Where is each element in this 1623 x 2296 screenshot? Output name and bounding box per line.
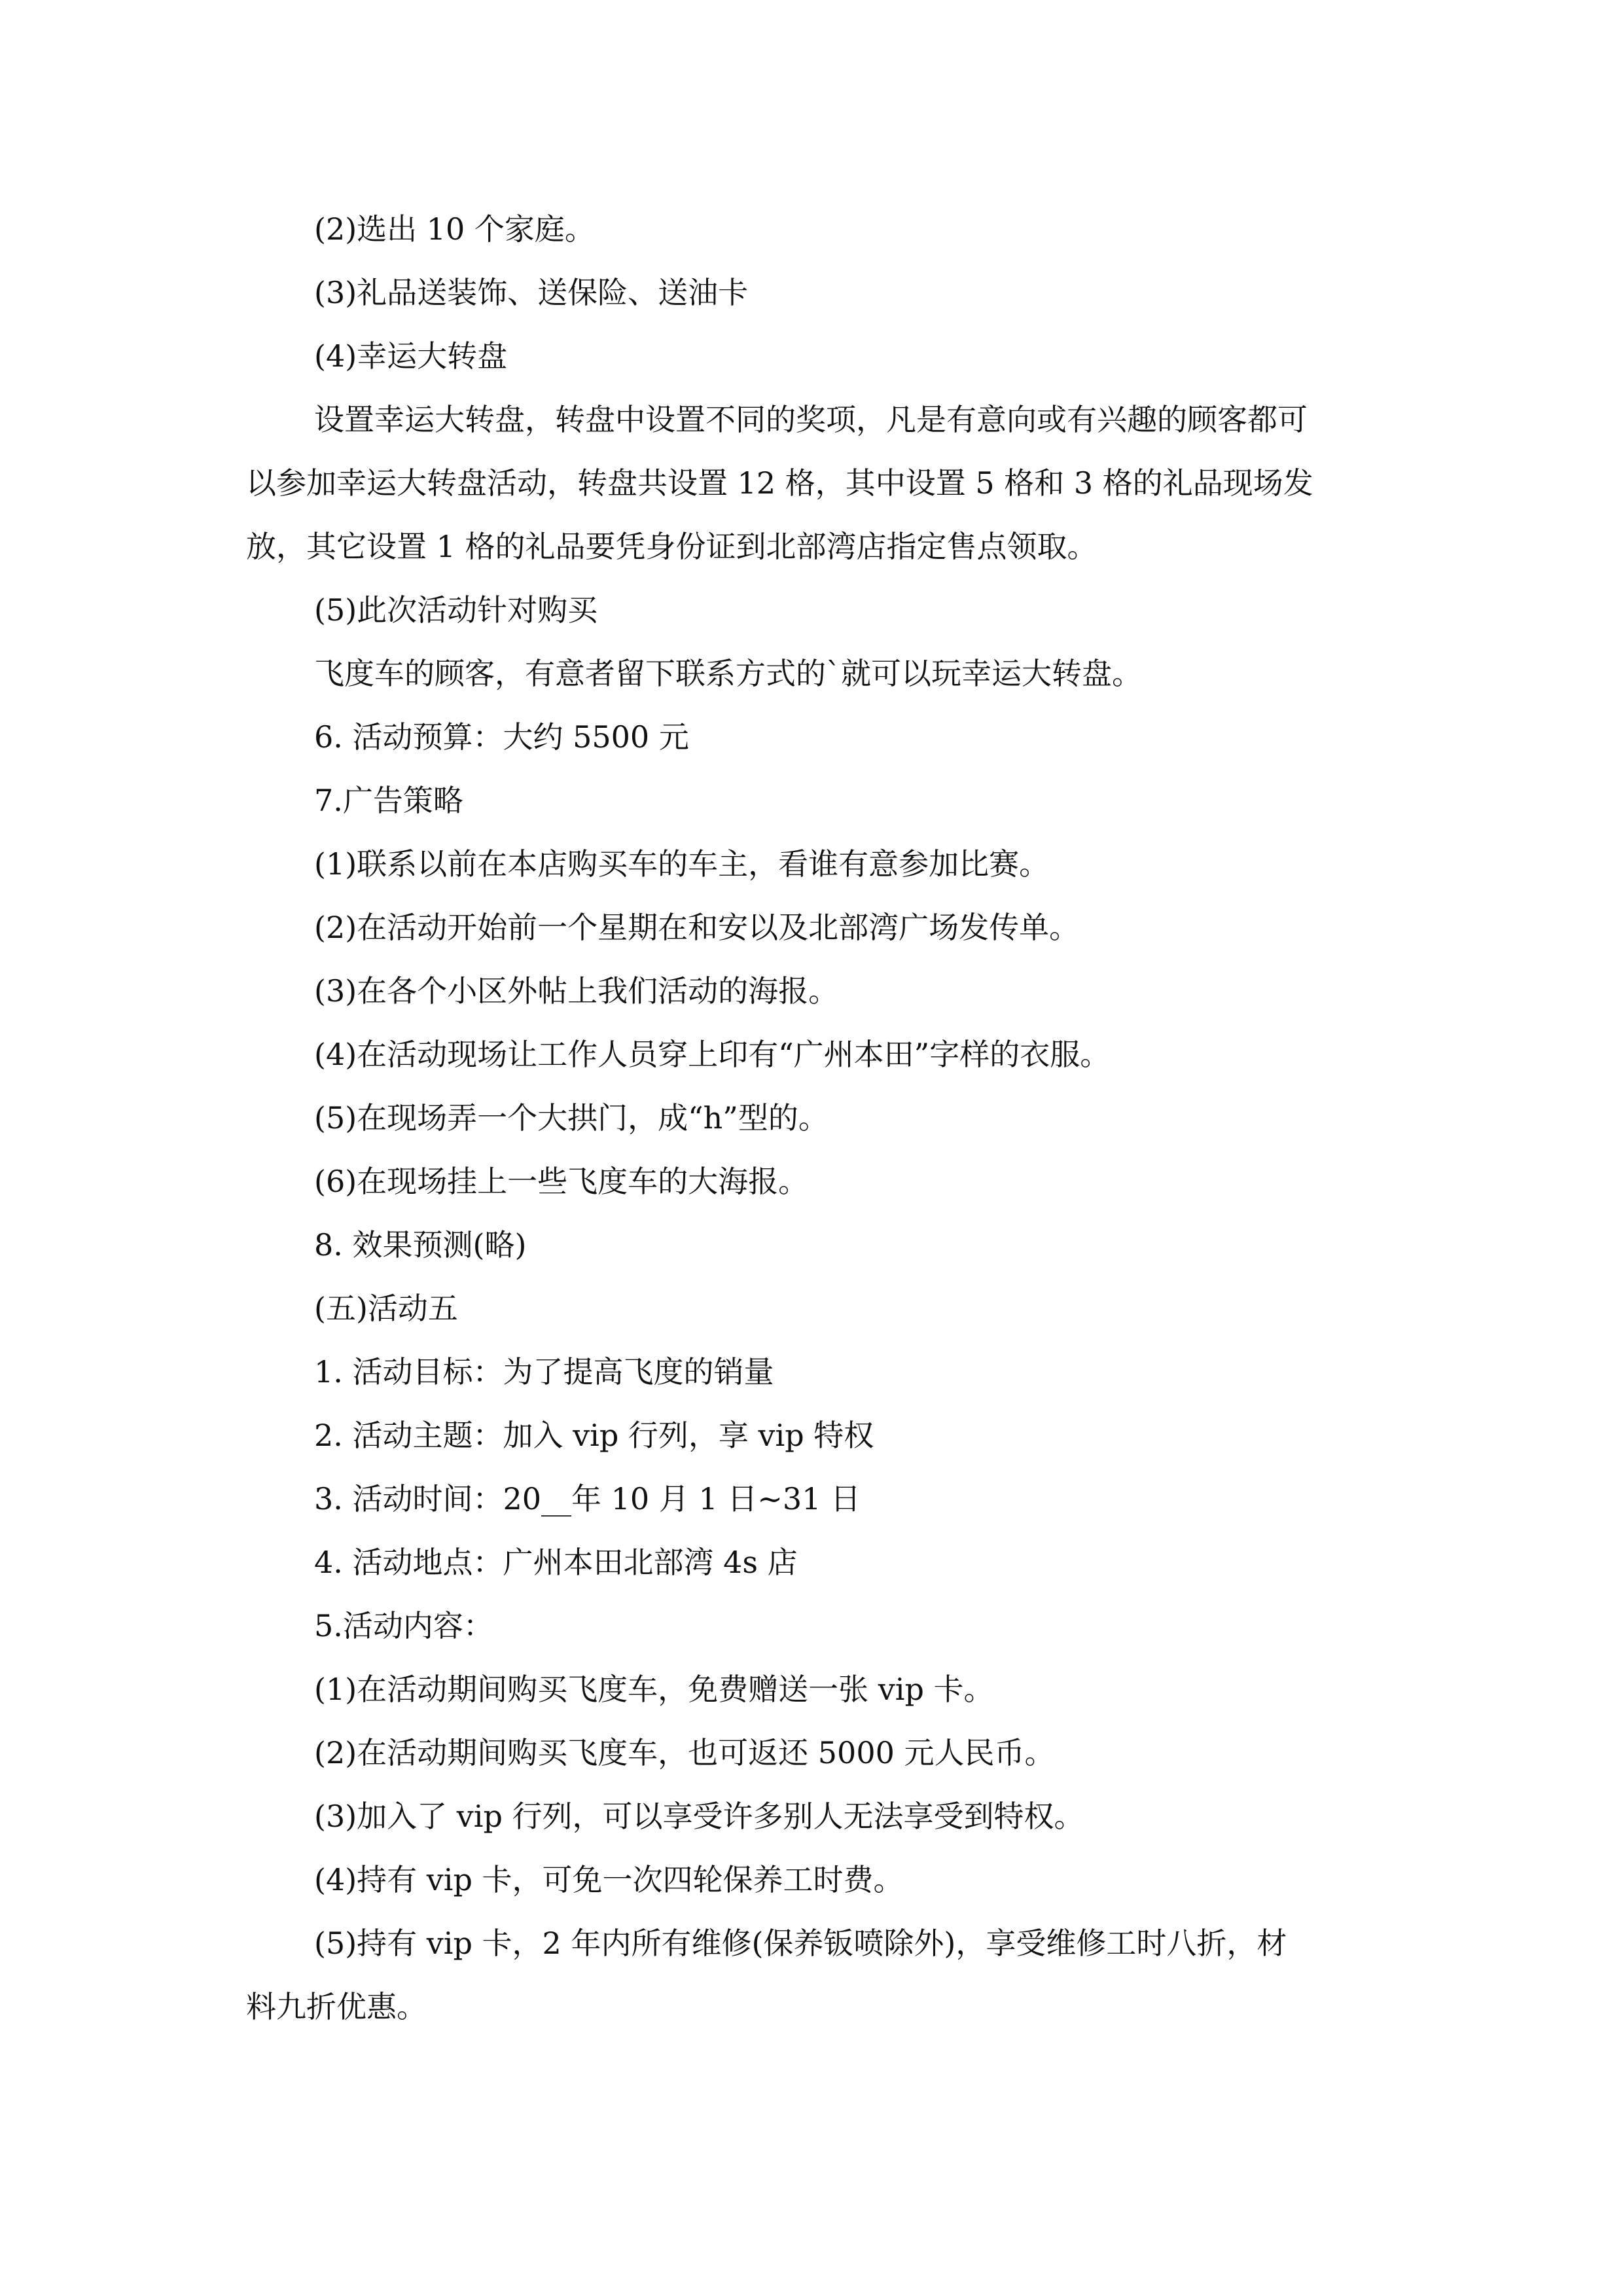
text-line: (4)幸运大转盘 <box>314 338 508 374</box>
paragraph-line: 放，其它设置 1 格的礼品要凭身份证到北部湾店指定售点领取。 <box>246 529 1097 564</box>
text-line: (6)在现场挂上一些飞度车的大海报。 <box>314 1164 809 1199</box>
text-line: 飞度车的顾客，有意者留下联系方式的`就可以玩幸运大转盘。 <box>314 656 1142 691</box>
text-line: (2)选出 10 个家庭。 <box>314 211 595 247</box>
paragraph-line: 设置幸运大转盘，转盘中设置不同的奖项，凡是有意向或有兴趣的顾客都可 <box>314 402 1308 437</box>
text-line: (3)加入了 vip 行列，可以享受许多别人无法享受到特权。 <box>314 1799 1084 1834</box>
section-heading: 5.活动内容： <box>314 1608 493 1643</box>
text-line: (2)在活动开始前一个星期在和安以及北部湾广场发传单。 <box>314 910 1080 945</box>
text-line: (1)在活动期间购买飞度车，免费赠送一张 vip 卡。 <box>314 1672 994 1707</box>
text-line: (5)此次活动针对购买 <box>314 592 598 628</box>
text-line: (2)在活动期间购买飞度车，也可返还 5000 元人民币。 <box>314 1735 1055 1770</box>
text-line: 1. 活动目标：为了提高飞度的销量 <box>314 1354 774 1390</box>
section-heading: 7.广告策略 <box>314 783 463 818</box>
text-line: (3)在各个小区外帖上我们活动的海报。 <box>314 973 839 1009</box>
text-line: (5)在现场弄一个大拱门，成“h”型的。 <box>314 1100 829 1136</box>
text-line: (4)持有 vip 卡，可免一次四轮保养工时费。 <box>314 1862 904 1897</box>
text-line: 3. 活动时间：20__年 10 月 1 日~31 日 <box>314 1481 861 1516</box>
text-line: 2. 活动主题：加入 vip 行列，享 vip 特权 <box>314 1418 874 1453</box>
text-line: (3)礼品送装饰、送保险、送油卡 <box>314 275 749 310</box>
text-line: (1)联系以前在本店购买车的车主，看谁有意参加比赛。 <box>314 846 1050 882</box>
text-line: (4)在活动现场让工作人员穿上印有“广州本田”字样的衣服。 <box>314 1037 1111 1072</box>
section-heading: (五)活动五 <box>314 1291 458 1326</box>
text-line: 6. 活动预算：大约 5500 元 <box>314 719 689 755</box>
text-line: 4. 活动地点：广州本田北部湾 4s 店 <box>314 1545 798 1580</box>
paragraph-line: (5)持有 vip 卡，2 年内所有维修(保养钣喷除外)，享受维修工时八折，材 <box>314 1926 1287 1961</box>
text-line: 8. 效果预测(略) <box>314 1227 527 1263</box>
paragraph-line: 料九折优惠。 <box>246 1989 427 2024</box>
paragraph-line: 以参加幸运大转盘活动，转盘共设置 12 格，其中设置 5 格和 3 格的礼品现场发 <box>246 465 1313 501</box>
